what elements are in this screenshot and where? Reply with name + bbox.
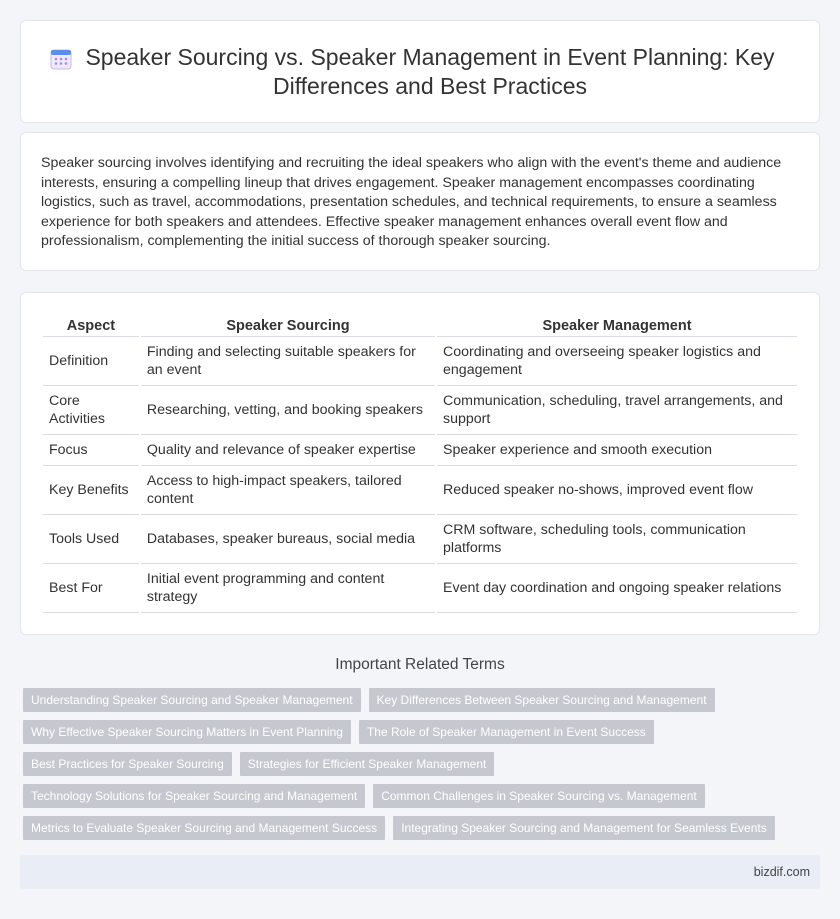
cell-sourcing: Quality and relevance of speaker expertise xyxy=(141,435,435,466)
cell-sourcing: Finding and selecting suitable speakers for an event xyxy=(141,337,435,386)
related-term-link[interactable]: Why Effective Speaker Sourcing Matters in Event Planning xyxy=(23,720,351,744)
related-term-link[interactable]: Strategies for Efficient Speaker Management xyxy=(240,752,495,776)
footer xyxy=(20,855,820,889)
page-title: Speaker Sourcing vs. Speaker Management in Event Planning: Key Differences and Best Practices xyxy=(85,44,775,99)
cell-sourcing: Access to high-impact speakers, tailored content xyxy=(141,466,435,515)
header-speaker-management: Speaker Management xyxy=(437,313,797,337)
table-header-row xyxy=(43,313,797,337)
related-term-link[interactable]: Understanding Speaker Sourcing and Speaker Management xyxy=(23,688,361,712)
cell-aspect: Focus xyxy=(43,435,139,466)
related-term-link[interactable]: Integrating Speaker Sourcing and Management for Seamless Events xyxy=(393,816,775,840)
cell-aspect: Definition xyxy=(43,337,139,386)
related-term-link[interactable]: The Role of Speaker Management in Event Success xyxy=(359,720,654,744)
cell-sourcing: Databases, speaker bureaus, social media xyxy=(141,515,435,564)
table-row xyxy=(43,337,797,386)
related-terms-list xyxy=(23,688,813,848)
table-row xyxy=(43,466,797,515)
header-aspect: Aspect xyxy=(43,313,139,337)
cell-management: Communication, scheduling, travel arrangements, and support xyxy=(437,386,797,435)
table-row xyxy=(43,515,797,564)
related-term-link[interactable]: Technology Solutions for Speaker Sourcing and Management xyxy=(23,784,365,808)
cell-management: Reduced speaker no-shows, improved event flow xyxy=(437,466,797,515)
related-terms-title: Important Related Terms xyxy=(335,656,505,673)
footer-site-link[interactable]: bizdif.com xyxy=(753,865,810,879)
cell-management: CRM software, scheduling tools, communication platforms xyxy=(437,515,797,564)
cell-management: Speaker experience and smooth execution xyxy=(437,435,797,466)
cell-aspect: Tools Used xyxy=(43,515,139,564)
table-row xyxy=(43,435,797,466)
intro-card xyxy=(20,132,820,271)
related-term-link[interactable]: Metrics to Evaluate Speaker Sourcing and Management Success xyxy=(23,816,385,840)
comparison-table xyxy=(41,313,799,613)
cell-management: Coordinating and overseeing speaker logistics and engagement xyxy=(437,337,797,386)
related-term-link[interactable]: Common Challenges in Speaker Sourcing vs. Management xyxy=(373,784,705,808)
cell-aspect: Core Activities xyxy=(43,386,139,435)
header-card xyxy=(20,20,820,123)
table-row xyxy=(43,386,797,435)
table-row xyxy=(43,564,797,613)
intro-paragraph: Speaker sourcing involves identifying and recruiting the ideal speakers who align with the event's theme and audience interests, ensuring a compelling lineup that drives engagement. Speaker management encompasses coordinating logistics, such as travel, accommodations, presentation schedules, and technical requirements, to ensure a seamless experience for both speakers and attendees. Effective speaker management enhances overall event flow and professionalism, complementing the initial success of thorough speaker sourcing. xyxy=(41,155,782,250)
header-speaker-sourcing: Speaker Sourcing xyxy=(141,313,435,337)
cell-sourcing: Researching, vetting, and booking speakers xyxy=(141,386,435,435)
cell-management: Event day coordination and ongoing speaker relations xyxy=(437,564,797,613)
related-term-link[interactable]: Best Practices for Speaker Sourcing xyxy=(23,752,232,776)
related-term-link[interactable]: Key Differences Between Speaker Sourcing and Management xyxy=(369,688,715,712)
cell-sourcing: Initial event programming and content strategy xyxy=(141,564,435,613)
cell-aspect: Key Benefits xyxy=(43,466,139,515)
comparison-table-card xyxy=(20,292,820,635)
cell-aspect: Best For xyxy=(43,564,139,613)
